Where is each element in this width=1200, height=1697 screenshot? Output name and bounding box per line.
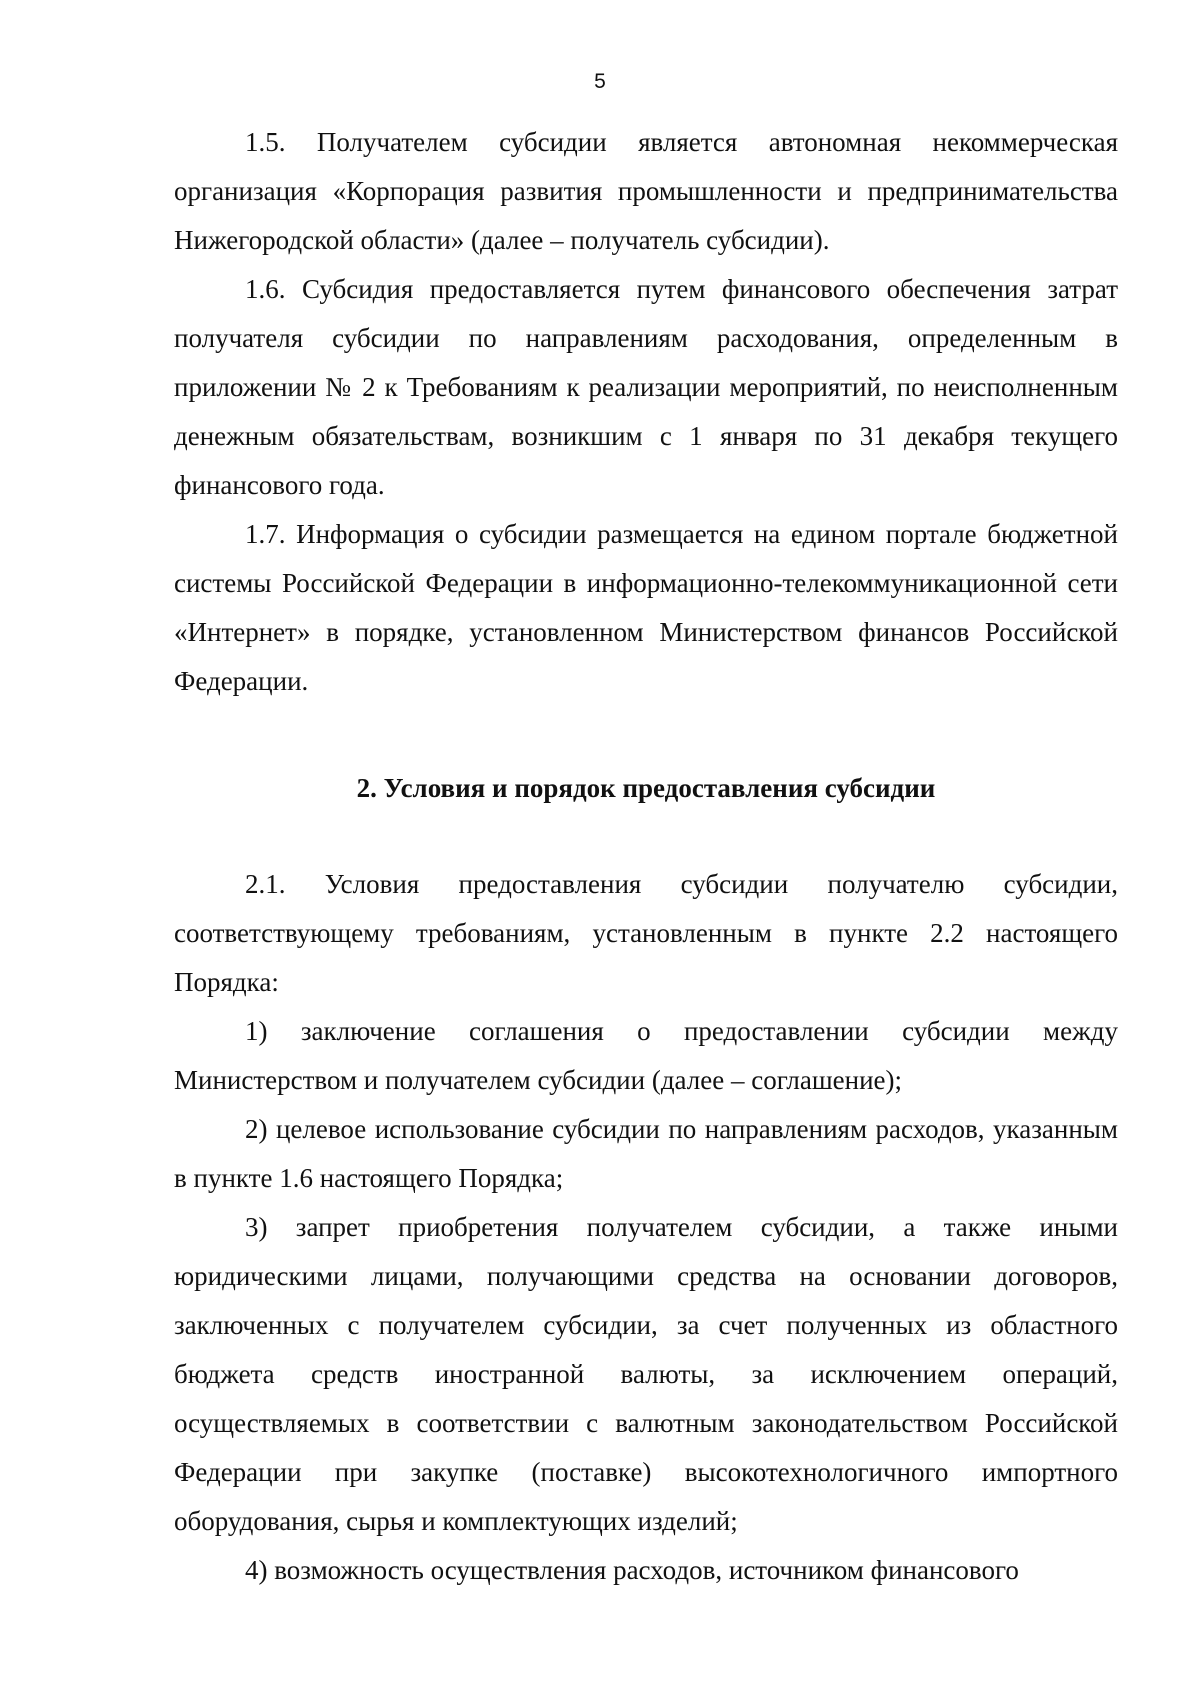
list-item-2: 2) целевое использование субсидии по направлениям расходов, указанным в пункте 1.6 настоящего Порядка; [174,1114,1118,1193]
paragraph-1-7: 1.7. Информация о субсидии размещается на едином портале бюджетной системы Российской Федерации в информационно-телекоммуникационной сети «Интернет» в порядке, установленном Министерством финансов Российской Федерации. [174,519,1118,696]
page-number: 5 [594,70,606,93]
list-item-4: 4) возможность осуществления расходов, источником финансового [245,1555,1019,1585]
list-item-3: 3) запрет приобретения получателем субсидии, а также иными юридическими лицами, получающими средства на основании договоров, заключенных с получателем субсидии, за счет полученных из областного бюджета средств иностранной валюты, за исключением операций, осуществляемых в соответствии с валютным законодательством Российской Федерации при закупке (поставке) высокотехнологичного импортного оборудования, сырья и комплектующих изделий; [174,1212,1118,1536]
paragraph-1-5: 1.5. Получателем субсидии является автономная некоммерческая организация «Корпорация развития промышленности и предпринимательства Нижегородской области» (далее – получатель субсидии). [174,127,1118,255]
paragraph-1-6: 1.6. Субсидия предоставляется путем финансового обеспечения затрат получателя субсидии по направлениям расходования, определенным в приложении № 2 к Требованиям к реализации мероприятий, по неисполненным денежным обязательствам, возникшим с 1 января по 31 декабря текущего финансового года. [174,274,1118,500]
document-body [174,118,1118,1595]
section-2-heading: 2. Условия и порядок предоставления субсидии [356,773,936,803]
list-item-1: 1) заключение соглашения о предоставлении субсидии между Министерством и получателем субсидии (далее – соглашение); [174,1016,1118,1095]
paragraph-2-1: 2.1. Условия предоставления субсидии получателю субсидии, соответствующему требованиям, установленным в пункте 2.2 настоящего Порядка: [174,869,1118,997]
